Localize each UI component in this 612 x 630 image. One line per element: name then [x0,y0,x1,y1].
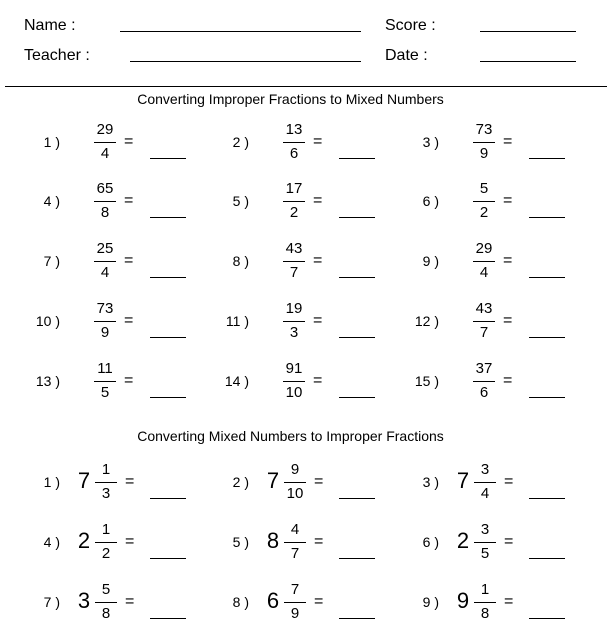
fraction-bar [284,482,306,483]
denominator: 2 [289,204,299,221]
answer-blank[interactable] [339,158,375,159]
problem-number: 3 ) [422,134,439,150]
fraction [471,578,499,628]
problem-number: 9 ) [422,253,439,269]
answer-blank[interactable] [529,397,565,398]
fraction-bar [95,602,117,603]
answer-blank[interactable] [339,498,375,499]
whole-number: 2 [456,528,470,553]
fraction [470,297,498,347]
denominator: 6 [289,145,299,162]
problem [399,237,589,287]
numerator: 91 [285,360,303,377]
problem [209,578,399,628]
name-line[interactable] [120,31,361,32]
problem [20,177,210,227]
fraction [280,118,308,168]
equals-sign: = [125,473,135,490]
numerator: 25 [96,240,114,257]
fraction-bar [474,542,496,543]
problem [399,357,589,407]
equals-sign: = [313,372,323,389]
problem [209,118,399,168]
answer-blank[interactable] [150,498,186,499]
answer-blank[interactable] [529,618,565,619]
problem [209,177,399,227]
denominator: 4 [100,264,110,281]
teacher-label: Teacher : [24,47,90,64]
fraction-bar [473,201,495,202]
equals-sign: = [314,593,324,610]
numerator: 9 [290,461,300,478]
answer-blank[interactable] [529,337,565,338]
problem-number: 2 ) [232,474,249,490]
section2-title: Converting Mixed Numbers to Improper Fractions [137,428,444,444]
numerator: 3 [480,461,490,478]
problem-number: 7 ) [43,253,60,269]
answer-blank[interactable] [339,217,375,218]
equals-sign: = [503,372,513,389]
problem-number: 1 ) [43,134,60,150]
numerator: 19 [285,300,303,317]
problem-number: 14 ) [224,373,249,389]
equals-sign: = [124,252,134,269]
teacher-line[interactable] [130,61,361,62]
numerator: 73 [475,121,493,138]
denominator: 2 [479,204,489,221]
denominator: 4 [100,145,110,162]
equals-sign: = [125,593,135,610]
answer-blank[interactable] [150,158,186,159]
fraction-bar [94,201,116,202]
problem-number: 1 ) [43,474,60,490]
problem-number: 6 ) [422,193,439,209]
problem [20,458,210,508]
denominator: 9 [479,145,489,162]
problem-number: 4 ) [43,193,60,209]
fraction-bar [283,201,305,202]
denominator: 4 [479,264,489,281]
fraction-bar [283,381,305,382]
numerator: 1 [480,581,490,598]
problem [209,237,399,287]
fraction [92,518,120,568]
answer-blank[interactable] [529,498,565,499]
fraction [91,237,119,287]
fraction [281,518,309,568]
fraction [470,177,498,227]
denominator: 9 [290,605,300,622]
equals-sign: = [313,133,323,150]
header-divider [5,86,607,87]
problem [399,177,589,227]
fraction [92,578,120,628]
fraction [281,578,309,628]
problem [209,297,399,347]
equals-sign: = [124,372,134,389]
fraction [280,297,308,347]
problem [20,518,210,568]
problem-number: 6 ) [422,534,439,550]
problem [399,578,589,628]
answer-blank[interactable] [150,558,186,559]
fraction-bar [284,602,306,603]
numerator: 4 [290,521,300,538]
fraction-bar [95,542,117,543]
problem-number: 2 ) [232,134,249,150]
fraction [470,357,498,407]
problem [20,118,210,168]
fraction-bar [283,261,305,262]
numerator: 3 [480,521,490,538]
denominator: 2 [101,545,111,562]
equals-sign: = [504,593,514,610]
numerator: 1 [101,521,111,538]
fraction-bar [473,381,495,382]
problem-number: 5 ) [232,193,249,209]
section1-title: Converting Improper Fractions to Mixed Numbers [137,91,444,107]
fraction [92,458,120,508]
answer-blank[interactable] [150,397,186,398]
numerator: 43 [475,300,493,317]
fraction-bar [284,542,306,543]
equals-sign: = [503,133,513,150]
problem [209,458,399,508]
equals-sign: = [124,133,134,150]
equals-sign: = [503,192,513,209]
equals-sign: = [313,312,323,329]
name-label: Name : [24,17,76,34]
problem-number: 7 ) [43,594,60,610]
answer-blank[interactable] [529,558,565,559]
fraction [471,518,499,568]
problem [20,237,210,287]
date-label: Date : [385,47,428,64]
problem-number: 5 ) [232,534,249,550]
equals-sign: = [314,533,324,550]
numerator: 29 [96,121,114,138]
equals-sign: = [504,533,514,550]
fraction [91,357,119,407]
numerator: 5 [479,180,489,197]
fraction [281,458,309,508]
denominator: 8 [480,605,490,622]
problem [399,458,589,508]
fraction-bar [283,142,305,143]
answer-blank[interactable] [339,558,375,559]
problem [399,297,589,347]
denominator: 9 [100,324,110,341]
whole-number: 7 [77,468,91,493]
problem [20,357,210,407]
problem-number: 8 ) [232,253,249,269]
problem-number: 3 ) [422,474,439,490]
denominator: 6 [479,384,489,401]
problem [209,357,399,407]
problem-number: 13 ) [35,373,60,389]
numerator: 43 [285,240,303,257]
fraction-bar [95,482,117,483]
denominator: 3 [289,324,299,341]
equals-sign: = [124,312,134,329]
problem-number: 4 ) [43,534,60,550]
denominator: 5 [100,384,110,401]
answer-blank[interactable] [150,618,186,619]
answer-blank[interactable] [339,618,375,619]
denominator: 7 [479,324,489,341]
denominator: 8 [101,605,111,622]
score-line[interactable] [480,31,576,32]
fraction-bar [473,142,495,143]
equals-sign: = [503,312,513,329]
numerator: 5 [101,581,111,598]
answer-blank[interactable] [150,217,186,218]
fraction-bar [283,321,305,322]
score-label: Score : [385,17,436,34]
fraction-bar [473,261,495,262]
fraction-bar [94,142,116,143]
denominator: 3 [101,485,111,502]
equals-sign: = [124,192,134,209]
denominator: 4 [480,485,490,502]
problem-number: 9 ) [422,594,439,610]
numerator: 29 [475,240,493,257]
numerator: 17 [285,180,303,197]
numerator: 37 [475,360,493,377]
answer-blank[interactable] [150,337,186,338]
problem [20,578,210,628]
fraction-bar [94,321,116,322]
problem-number: 11 ) [225,313,249,329]
fraction [470,237,498,287]
problem [209,518,399,568]
fraction-bar [474,482,496,483]
fraction [280,177,308,227]
numerator: 1 [101,461,111,478]
fraction [280,357,308,407]
problem-number: 12 ) [414,313,439,329]
problem [399,118,589,168]
whole-number: 7 [266,468,280,493]
fraction [470,118,498,168]
fraction [91,118,119,168]
answer-blank[interactable] [339,397,375,398]
equals-sign: = [503,252,513,269]
answer-blank[interactable] [339,337,375,338]
answer-blank[interactable] [339,277,375,278]
denominator: 5 [480,545,490,562]
answer-blank[interactable] [529,217,565,218]
whole-number: 8 [266,528,280,553]
answer-blank[interactable] [150,277,186,278]
equals-sign: = [313,192,323,209]
numerator: 65 [96,180,114,197]
whole-number: 3 [77,588,91,613]
equals-sign: = [125,533,135,550]
whole-number: 9 [456,588,470,613]
fraction-bar [94,381,116,382]
denominator: 8 [100,204,110,221]
denominator: 7 [290,545,300,562]
denominator: 7 [289,264,299,281]
numerator: 73 [96,300,114,317]
whole-number: 2 [77,528,91,553]
fraction-bar [473,321,495,322]
equals-sign: = [313,252,323,269]
fraction [471,458,499,508]
numerator: 11 [97,360,113,377]
whole-number: 6 [266,588,280,613]
denominator: 10 [286,485,304,502]
numerator: 13 [285,121,303,138]
equals-sign: = [314,473,324,490]
problem-number: 15 ) [414,373,439,389]
problem [20,297,210,347]
fraction-bar [94,261,116,262]
fraction [91,177,119,227]
whole-number: 7 [456,468,470,493]
fraction [280,237,308,287]
problem-number: 8 ) [232,594,249,610]
date-line[interactable] [480,61,576,62]
problem [399,518,589,568]
problem-number: 10 ) [35,313,60,329]
fraction [91,297,119,347]
fraction-bar [474,602,496,603]
answer-blank[interactable] [529,158,565,159]
numerator: 7 [290,581,300,598]
answer-blank[interactable] [529,277,565,278]
denominator: 10 [285,384,303,401]
equals-sign: = [504,473,514,490]
